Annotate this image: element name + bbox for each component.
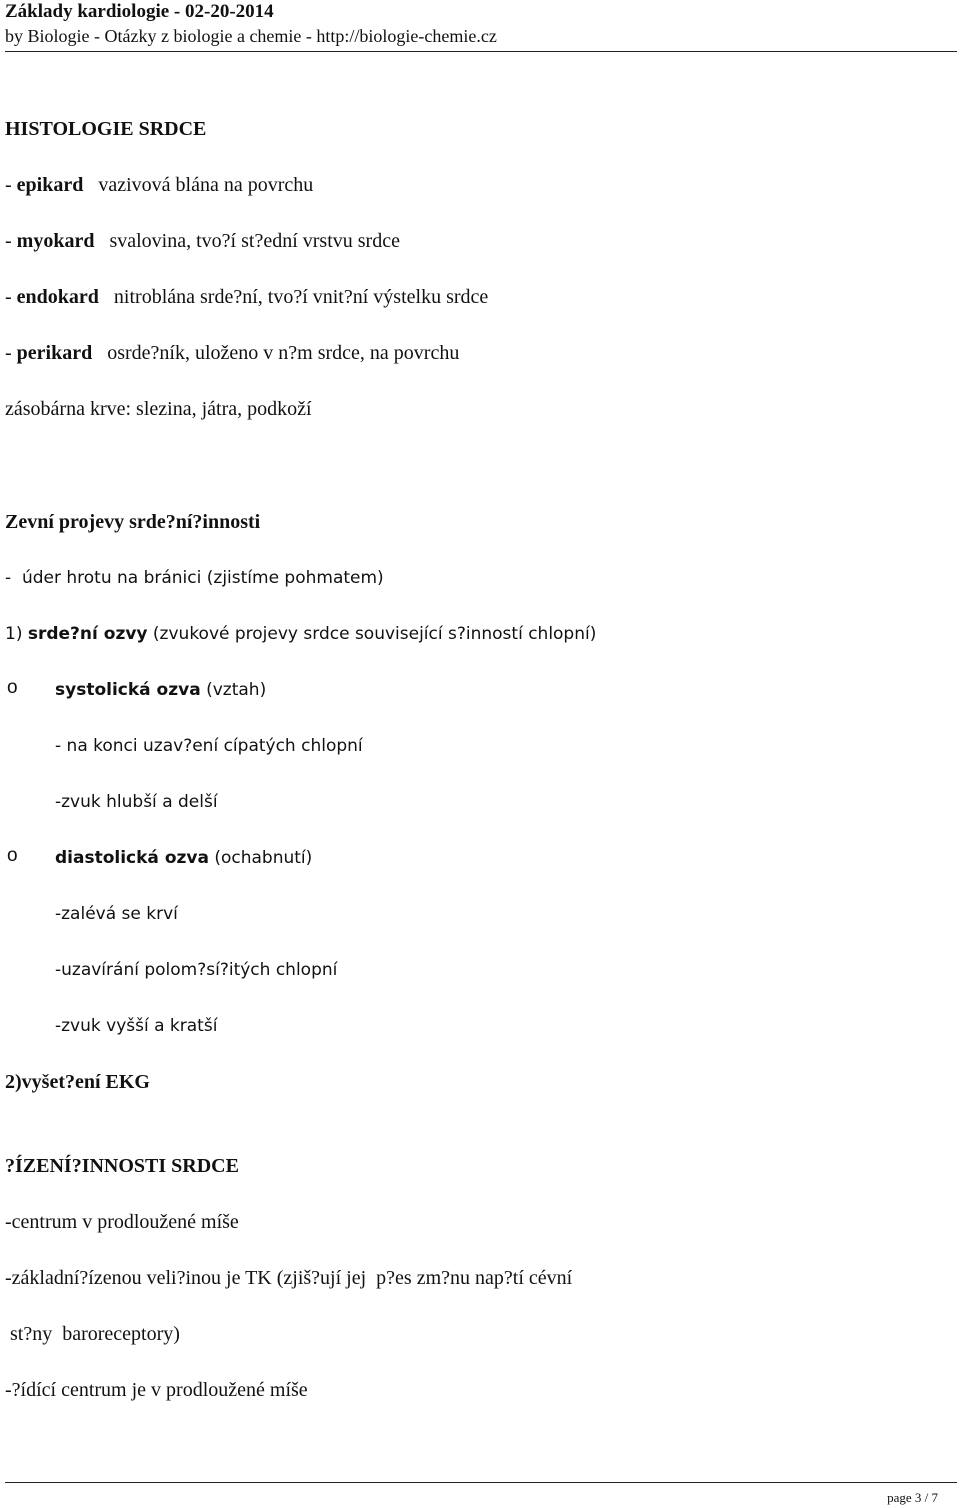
rizeni-line: -?ídící centrum je v prodloužené míše — [5, 1379, 308, 1401]
list-item — [5, 229, 400, 253]
bullet-systolicka: o — [7, 677, 18, 698]
rizeni-line: st?ny baroreceptory) — [5, 1323, 180, 1345]
item-sep — [83, 174, 98, 196]
item-sep — [94, 230, 109, 252]
systolicka-desc: (vztah) — [206, 680, 267, 700]
item-desc: nitroblána srde?ní, tvo?í vnit?ní výstelku srdce — [113, 286, 489, 308]
rizeni-line: -základní?ízenou veli?inou je TK (zjiš?ují jej p?es zm?nu nap?tí cévní — [5, 1267, 573, 1289]
ozvy-number: 1) — [5, 624, 23, 644]
sub-line: - na konci uzav?ení cípatých chlopní — [55, 736, 363, 756]
systolicka-line — [55, 678, 266, 702]
uder-line: - úder hrotu na bránici (zjistíme pohmatem) — [5, 568, 384, 588]
ozvy-term: srde?ní ozvy — [27, 624, 148, 644]
header-subtitle: by Biologie - Otázky z biologie a chemie - http://biologie-chemie.cz — [5, 26, 497, 46]
ozvy-desc: (zvukové projevy srdce související s?inností chlopní) — [152, 624, 597, 644]
rizeni-line: -centrum v prodloužené míše — [5, 1211, 239, 1233]
section-heading-projevy: Zevní projevy srde?ní?innosti — [5, 511, 261, 533]
sub-line: -zvuk vyšší a kratší — [55, 1016, 218, 1036]
diastolicka-desc: (ochabnutí) — [214, 848, 313, 868]
sub-line: -zvuk hlubší a delší — [55, 792, 218, 812]
note-text: zásobárna krve: slezina, játra, podkoží — [5, 398, 312, 420]
list-item — [5, 173, 313, 197]
item-prefix: - — [5, 342, 17, 364]
ozvy-line — [5, 622, 596, 646]
ekg-line: 2)vyšet?ení EKG — [5, 1071, 150, 1093]
item-desc: svalovina, tvo?í st?ední vrstvu srdce — [109, 230, 400, 252]
list-item — [5, 285, 488, 309]
sub-line: -uzavírání polom?sí?itých chlopní — [55, 960, 338, 980]
diastolicka-term: diastolická ozva — [55, 848, 209, 868]
bullet-diastolicka: o — [7, 845, 18, 866]
item-desc: vazivová blána na povrchu — [98, 174, 314, 196]
diastolicka-line — [55, 846, 312, 870]
section-heading-histologie: HISTOLOGIE SRDCE — [5, 118, 207, 140]
header-rule — [5, 51, 957, 52]
header-title: Základy kardiologie - 02-20-2014 — [5, 1, 274, 22]
page-number: page 3 / 7 — [887, 1490, 938, 1505]
item-sep — [92, 342, 107, 364]
sub-line: -zalévá se krví — [55, 904, 178, 924]
item-term: epikard — [16, 174, 84, 196]
item-prefix: - — [5, 286, 17, 308]
item-term: myokard — [16, 230, 95, 252]
item-desc: osrde?ník, uloženo v n?m srdce, na povrchu — [107, 342, 460, 364]
section-heading-rizeni: ?ÍZENÍ?INNOSTI SRDCE — [5, 1155, 239, 1177]
footer-rule — [5, 1482, 957, 1483]
item-term: endokard — [16, 286, 99, 308]
item-sep — [99, 286, 114, 308]
item-prefix: - — [5, 230, 17, 252]
item-prefix: - — [5, 174, 17, 196]
list-item — [5, 341, 459, 365]
systolicka-term: systolická ozva — [55, 680, 201, 700]
item-term: perikard — [16, 342, 93, 364]
